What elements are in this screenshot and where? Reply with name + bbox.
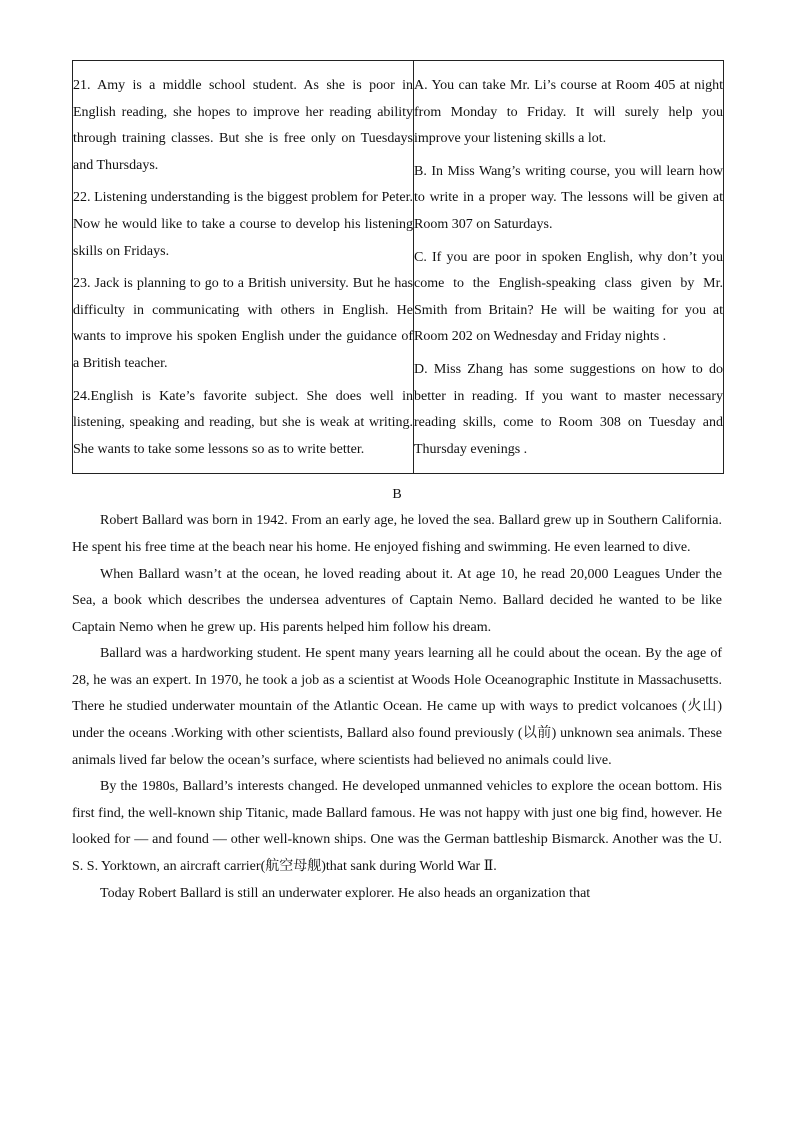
courses-column (414, 61, 724, 474)
paragraph-4: By the 1980s, Ballard’s interests changed. He developed unmanned vehicles to explore the ocean bottom. His first find, the well-known ship Titanic, made Ballard famous. He was not happy with just one big find, however. He looked for — and found — other well-known ships. One was the German battleship Bismarck. Another was the U. S. S. Yorktown, an aircraft carrier(航空母舰)that sank during World War Ⅱ. (72, 779, 722, 875)
person-item-22: 22. Listening understanding is the biggest problem for Peter. Now he would like to take a course to develop his listening skills on Fridays. (73, 190, 413, 259)
section-b-heading: B (392, 487, 402, 503)
person-item-21: 21. Amy is a middle school student. As she is poor in English reading, she hopes to improve her reading ability through training classes. But she is free only on Tuesdays and Thursdays. (73, 78, 413, 173)
paragraph-1: Robert Ballard was born in 1942. From an early age, he loved the sea. Ballard grew up in Southern California. He spent his free time at the beach near his home. He enjoyed fishing and swimming. He even learned to dive. (72, 513, 722, 555)
paragraph-5: Today Robert Ballard is still an underwater explorer. He also heads an organization that (100, 885, 591, 901)
person-item-23: 23. Jack is planning to go to a British university. But he has difficulty in communicating with others in English. He wants to improve his spoken English under the guidance of a British teacher. (73, 276, 413, 371)
person-item-24: 24.English is Kate’s favorite subject. She does well in listening, speaking and reading, but she is weak at writing. She wants to take some lessons so as to write better. (73, 388, 413, 457)
course-option-a: A. You can take Mr. Li’s course at Room 405 at night from Monday to Friday. It will surely help you improve your listening skills a lot. (414, 78, 723, 147)
page (72, 60, 722, 907)
paragraph-2: When Ballard wasn’t at the ocean, he loved reading about it. At age 10, he read 20,000 Leagues Under the Sea, a book which describes the undersea adventures of Captain Nemo. Ballard decided he wanted to be like Captain Nemo when he grew up. His parents helped him follow his dream. (72, 566, 722, 635)
paragraph-3: Ballard was a hardworking student. He spent many years learning all he could about the ocean. By the age of 28, he was an expert. In 1970, he took a job as a scientist at Woods Hole Oceanographic Institute in Massachusetts. There he studied underwater mountain of the Atlantic Ocean. He came up with ways to predict volcanoes (火山) under the oceans .Working with other scientists, Ballard also found previously (以前) unknown sea animals. These animals lived far below the ocean’s surface, where scientists had believed no animals could live. (72, 646, 722, 768)
people-column (73, 61, 414, 474)
matching-table (72, 60, 724, 474)
course-option-d: D. Miss Zhang has some suggestions on how to do better in reading. If you want to master necessary reading skills, come to Room 308 on Tuesday and Thursday evenings . (414, 361, 723, 457)
course-option-b: B. In Miss Wang’s writing course, you will learn how to write in a proper way. The lessons will be given at Room 307 on Saturdays. (414, 163, 723, 232)
course-option-c: C. If you are poor in spoken English, why don’t you come to the English-speaking class given by Mr. Smith from Britain? He will be waiting for you at Room 202 on Wednesday and Friday nights . (414, 249, 723, 345)
